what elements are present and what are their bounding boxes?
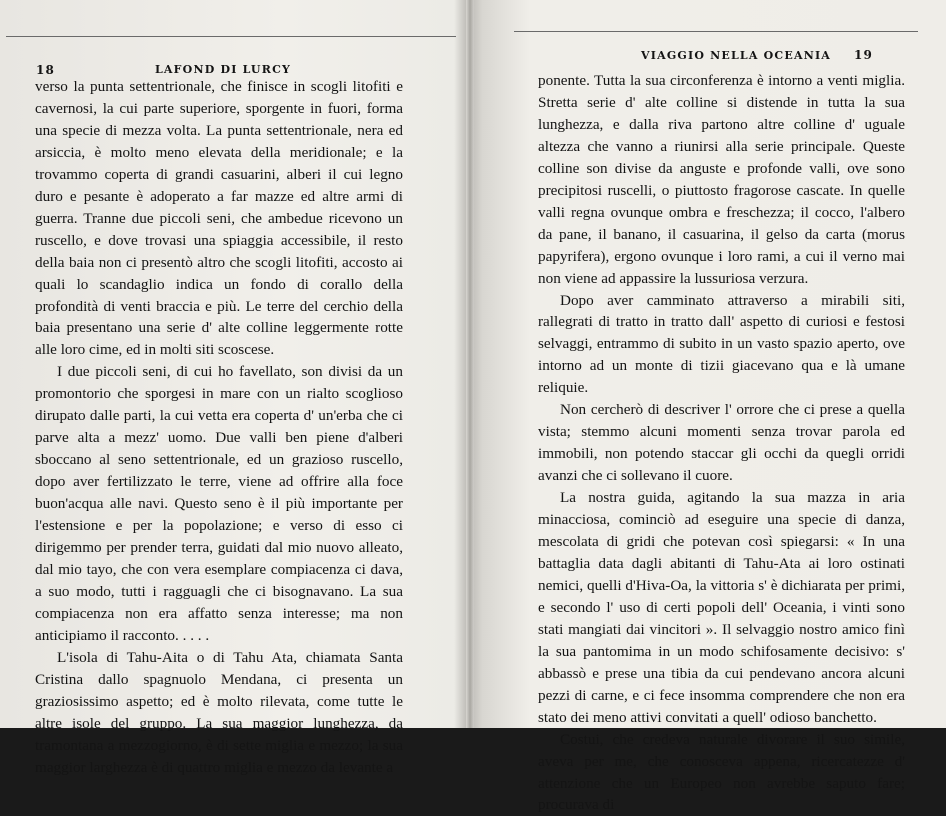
running-head: VIAGGIO NELLA OCEANIA [641, 49, 832, 62]
paragraph: Costui, che credeva naturale divorare il suo simile, aveva per me, che conosceva appena, ricercatezze d' attenzione che un Europeo non avrebbe saputo fare; procurava di [538, 730, 905, 814]
running-head: LAFOND DI LURCY [155, 63, 292, 76]
right-page [476, 0, 946, 814]
body-text [538, 70, 905, 816]
paragraph: ponente. Tutta la sua circonferenza è intorno a venti miglia. Stretta serie d' alte colline si distende in tutta la sua lunghezza, e dalla riva partono altre colline d' uguale altezza che vanno a riunirsi alla serie principale. Queste colline son divise da anguste e profonde valli, ove sono precipitosi ruscelli, o piuttosto fragorose cascate. In quelle valli regna ovunque ombra e freschezza; il cocco, l'albero da pane, il banano, il casuarina, il gelso da carta (morus papyrifera), ergono ovunque i loro rami, a cui il verno mai non viene ad appassire la lussuriosa verzura. [538, 72, 905, 287]
paragraph: I due piccoli seni, di cui ho favellato, son divisi da un promontorio che sporgesi in mare con un rialto scoglioso dirupato dalle parti, la cui vetta era coperta d' un'erba che ci parve alta a mezz' uomo. Due valli ben piene d'alberi sboccano al seno settentrionale, ed un grazioso ruscello, dopo aver fertilizzato le terre, viene ad offrire alla foce buon'acqua alle navi. Questo seno è il più importante per l'estensione e per la popolazione; e verso di esso ci dirigemmo per prender terra, guidati dal mio nuovo alleato, dal mio tayo, che con vera esemplare compiacenza ci dava, a suo modo, tutti i ragguagli che ci bisognavano. La sua compiacenza non era affatto senza interesse; ma non anticipiamo il racconto. . . . . [35, 363, 403, 644]
paragraph: Non cercherò di descriver l' orrore che ci prese a quella vista; stemmo alcuni momenti senza trovar parola ed immobili, non potendo staccar gli occhi da quegli orridi avanzi che ci sollevano il cuore. [538, 401, 905, 485]
left-page [0, 0, 470, 776]
body-text [35, 76, 403, 779]
paragraph: verso la punta settentrionale, che finisce in scogli litofiti e cavernosi, la cui parte superiore, sporgente in fuori, forma una specie di mezza volta. La punta settentrionale, nera ed arsiccia, è molto meno elevata della meridionale; e la trovammo coperta di grandi casuarini, alberi il cui legno duro e pesante è adoperato a far mazze ed altre armi di guerra. Tranne due piccoli seni, che ambedue ricevono un ruscello, e dove trovasi una spiaggia accessibile, il resto della baia non ci presentò altro che scogli litofiti, accosto ai quali lo scandaglio indica un fondo di corallo della profondità di venti braccia e più. Le terre del cerchio della baia presentano una serie d' alte colline leggermente rotte alle loro cime, ed in molti siti scoscese. [35, 78, 403, 359]
paragraph: L'isola di Tahu-Aita o di Tahu Ata, chiamata Santa Cristina dallo spagnuolo Mendana, ci presenta un graziosissimo aspetto; ed è molto rilevata, come tutte le altre isole del gruppo. La sua maggior lunghezza, da tramontana a mezzogiorno, è di sette miglia e mezzo; la sua maggior larghezza è di quattro miglia e mezzo da levante a [35, 648, 403, 776]
paragraph: Dopo aver camminato attraverso a mirabili siti, rallegrati di tratto in tratto dall' aspetto di curiosi e festosi selvaggi, entrammo di subito in un vasto spazio aperto, ove intorno ad un monte di tizii giacevano qua e là umane reliquie. [538, 291, 905, 397]
paragraph: La nostra guida, agitando la sua mazza in aria minacciosa, cominciò ad eseguire una specie di danza, mescolata di gridi che potevan così spiegarsi: « In una battaglia data dagli abitanti di Tahu-Ata ai loro ostinati nemici, quelli d'Hiva-Oa, la vittoria s' è dichiarata per primi, e secondo l' uso di certi popoli dell' Oceania, i vinti sono stati mangiati dai vincitori ». Il selvaggio nostro amico finì la sua pantomima in un modo schifosamente decisivo: s' abbassò e prese una tibia da cui pendevano ancora alcuni pezzi di carne, e ci fece insomma comprendere che non era stato dei meno attivi convitati a quell' odioso banchetto. [538, 489, 905, 726]
book-gutter [466, 0, 474, 728]
page-edge-rule [514, 31, 918, 32]
page-number: 18 [36, 63, 56, 77]
page-edge-rule [6, 36, 456, 37]
page-number: 19 [854, 48, 874, 62]
